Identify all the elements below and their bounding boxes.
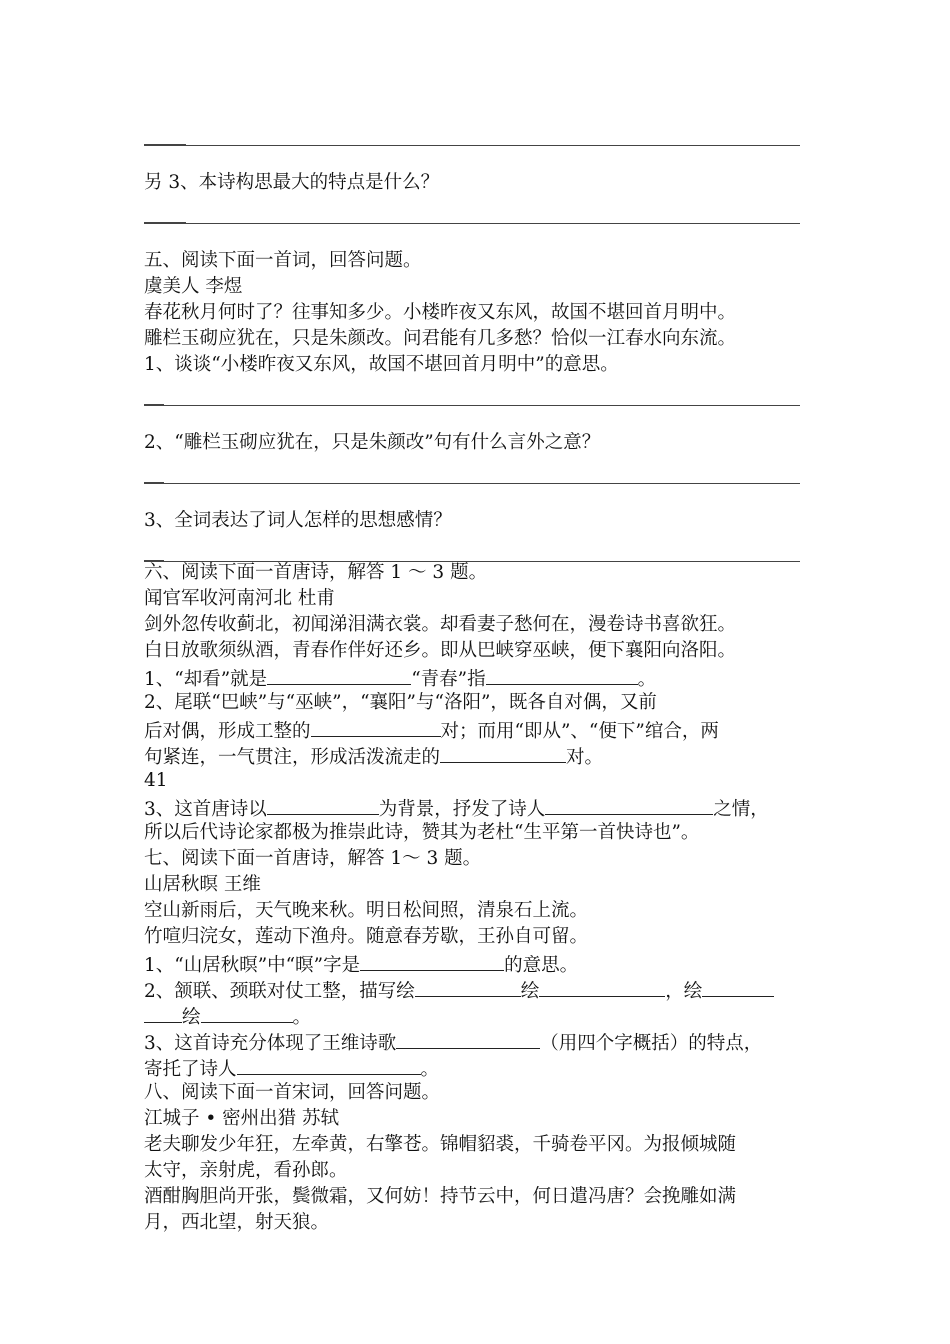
answer-line-tail [144,482,806,508]
blank-field[interactable] [545,794,713,815]
section-header: 五、阅读下面一首词，回答问题。 [144,250,422,271]
poem-line: 春花秋月何时了？往事知多少。小楼昨夜又东风，故国不堪回首月明中。 [144,302,737,323]
question-text: 3、全词表达了词人怎样的思想感情？ [144,510,452,531]
blank-field[interactable] [396,1028,540,1049]
answer-line [144,196,806,222]
poem-line: 老夫聊发少年狂，左牵黄，右擎苍。锦帽貂裘，千骑卷平冈。为报倾城随 [144,1134,737,1155]
section-header: 七、阅读下面一首唐诗，解答 1～ 3 题。 [144,848,482,869]
answer-line [144,456,806,482]
blank-field[interactable] [267,794,379,815]
answer-line [144,378,806,404]
fill-blank-question: 后对偶，形成工整的 对；而用“即从”、“便下”绾合，两 [144,716,806,742]
blank-field[interactable] [486,664,638,685]
poem-line: 月，西北望，射天狼。 [144,1212,330,1233]
fill-blank-question: 3、这首诗充分体现了王维诗歌 （用四个字概括）的特点， [144,1028,806,1054]
blank-field[interactable] [201,1002,293,1023]
answer-line-tail [144,222,806,248]
fill-blank-question: 句紧连，一气贯注，形成活泼流走的 对。 [144,742,806,768]
blank-field[interactable] [415,976,521,997]
poem-line: 酒酣胸胆尚开张，鬓微霜，又何妨！持节云中，何日遣冯唐？会挽雕如满 [144,1186,737,1207]
answer-line-tail [144,560,806,586]
document-page [144,118,806,1236]
blank-field[interactable] [539,976,665,997]
blank-field[interactable] [267,664,411,685]
page-number: 41 [144,770,168,791]
blank-field[interactable] [311,716,441,737]
fill-blank-question: 绘 。 [144,1002,806,1028]
question-text: 2、“雕栏玉砌应犹在，只是朱颜改”句有什么言外之意？ [144,432,601,453]
poem-line: 剑外忽传收蓟北，初闻涕泪满衣裳。却看妻子愁何在，漫卷诗书喜欲狂。 [144,614,737,635]
blank-field[interactable] [144,1002,182,1023]
section-header: 六、阅读下面一首唐诗，解答 1 ～ 3 题。 [144,562,488,583]
fill-blank-question: 1、“山居秋暝”中“暝”字是 的意思。 [144,950,806,976]
question-text: 另 3、本诗构思最大的特点是什么？ [144,172,440,193]
poem-title: 虞美人 李煜 [144,276,243,297]
answer-line-tail [144,404,806,430]
poem-line: 白日放歌须纵酒，青春作伴好还乡。即从巴峡穿巫峡，便下襄阳向洛阳。 [144,640,737,661]
section-header: 八、阅读下面一首宋词，回答问题。 [144,1082,441,1103]
poem-line: 空山新雨后，天气晚来秋。明日松间照，清泉石上流。 [144,900,589,921]
question-text: 所以后代诗论家都极为推崇此诗，赞其为老杜“生平第一首快诗也”。 [144,822,700,843]
poem-line: 太守，亲射虎，看孙郎。 [144,1160,348,1181]
poem-line: 雕栏玉砌应犹在，只是朱颜改。问君能有几多愁？恰似一江春水向东流。 [144,328,737,349]
fill-blank-question: 寄托了诗人 。 [144,1054,806,1080]
blank-field[interactable] [440,742,566,763]
question-text: 2、尾联“巴峡”与“巫峡”，“襄阳”与“洛阳”，既各自对偶，又前 [144,692,657,713]
poem-title: 山居秋暝 王维 [144,874,261,895]
answer-line-tail [144,144,806,170]
blank-field[interactable] [702,976,774,997]
blank-field[interactable] [237,1054,421,1075]
fill-blank-question: 3、这首唐诗以 为背景，抒发了诗人 之情， [144,794,806,820]
poem-title: 江城子 • 密州出猎 苏轼 [144,1108,340,1129]
question-text: 1、谈谈“小楼昨夜又东风，故国不堪回首月明中”的意思。 [144,354,619,375]
fill-blank-question: 2、颔联、颈联对仗工整，描写绘 绘 ，绘 [144,976,806,1002]
poem-title: 闻官军收河南河北 杜甫 [144,588,335,609]
poem-line: 竹喧归浣女，莲动下渔舟。随意春芳歇，王孙自可留。 [144,926,589,947]
answer-line [144,534,806,560]
blank-field[interactable] [360,950,504,971]
fill-blank-question: 1、“却看”就是 “青春”指 。 [144,664,806,690]
answer-line [144,118,806,144]
